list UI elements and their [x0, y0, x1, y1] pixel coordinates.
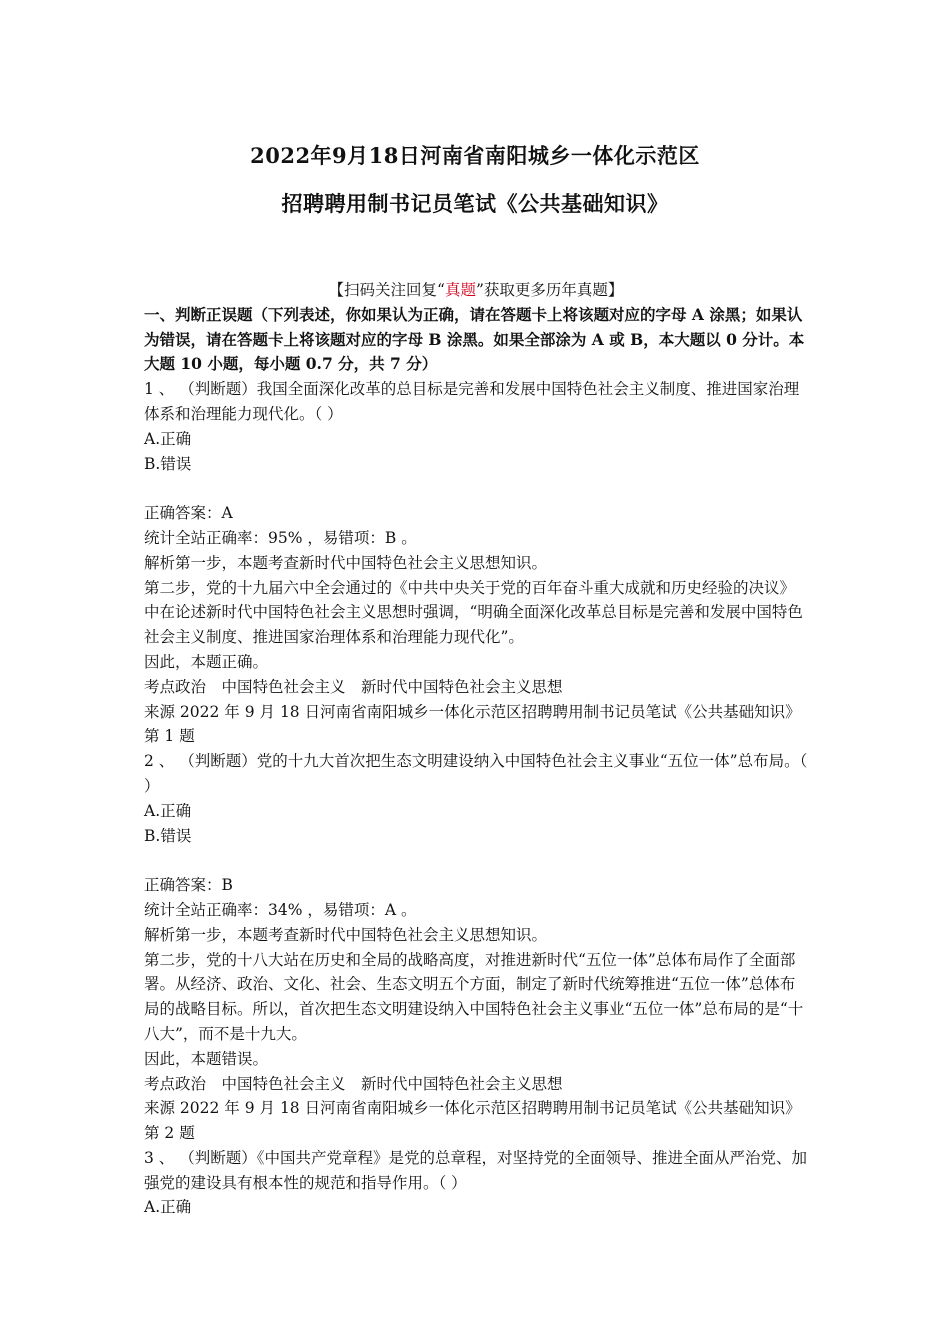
question-1-answer: 正确答案：A	[144, 504, 233, 523]
question-2-analysis-step2: 第二步，党的十八大站在历史和全局的战略高度，对推进新时代“五位一体”总体布局作了全面部署。从经济、政治、文化、社会、生态文明五个方面，制定了新时代统筹推进“五位一体”总体布局的战略目标。所以，首次把生态文明建设纳入中国特色社会主义事业“五位一体”总布局的是“十八大”，而不是十九大。	[144, 950, 804, 1043]
document-body	[144, 278, 808, 1220]
question-2-stem: 2 、 （判断题）党的十九大首次把生态文明建设纳入中国特色社会主义事业“五位一体”总布局。（ ）	[144, 752, 808, 795]
question-3-option-a: A.正确	[144, 1198, 192, 1217]
question-3-stem: 3 、 （判断题）《中国共产党章程》是党的总章程，对坚持党的全面领导、推进全面从严治党、加强党的建设具有根本性的规范和指导作用。（ ）	[144, 1148, 807, 1192]
scan-notice	[144, 278, 808, 303]
question-2-option-a: A.正确	[144, 801, 192, 820]
question-2-stats: 统计全站正确率：34% ，易错项：A 。	[144, 900, 417, 919]
scan-notice-keyword: 真题	[444, 281, 476, 299]
question-1-source: 来源 2022 年 9 月 18 日河南省南阳城乡一体化示范区招聘聘用制书记员笔试《公共基础知识》第 1 题	[144, 702, 801, 746]
spacer	[144, 476, 808, 501]
question-1-option-a: A.正确	[144, 429, 192, 448]
section-heading: 一、判断正误题（下列表述，你如果认为正确，请在答题卡上将该题对应的字母 A 涂黑；如果认为错误，请在答题卡上将该题对应的字母 B 涂黑。如果全部涂为 A 或 B，本大题以 0 分计。本大题 10 小题，每小题 0.7 分，共 7 分）	[144, 304, 805, 374]
question-1-points: 考点政治 中国特色社会主义 新时代中国特色社会主义思想	[144, 677, 563, 696]
scan-notice-prefix: 【扫码关注回复“	[328, 281, 445, 299]
question-2-conclusion: 因此，本题错误。	[144, 1049, 269, 1068]
question-1-analysis-step1: 解析第一步，本题考查新时代中国特色社会主义思想知识。	[144, 553, 548, 572]
question-1-stats: 统计全站正确率：95% ，易错项：B 。	[144, 528, 417, 547]
question-1-option-b: B.错误	[144, 454, 192, 473]
question-2-points: 考点政治 中国特色社会主义 新时代中国特色社会主义思想	[144, 1074, 563, 1093]
question-2-source: 来源 2022 年 9 月 18 日河南省南阳城乡一体化示范区招聘聘用制书记员笔试《公共基础知识》第 2 题	[144, 1099, 801, 1143]
document-title-line1: 2022年9月18日河南省南阳城乡一体化示范区	[250, 143, 700, 168]
spacer	[144, 848, 808, 873]
scan-notice-suffix: ”获取更多历年真题】	[476, 281, 624, 299]
question-2-analysis-step1: 解析第一步，本题考查新时代中国特色社会主义思想知识。	[144, 925, 548, 944]
question-2-option-b: B.错误	[144, 826, 192, 845]
question-2-answer: 正确答案：B	[144, 876, 233, 895]
question-1-conclusion: 因此，本题正确。	[144, 652, 269, 671]
document-title-line2: 招聘聘用制书记员笔试《公共基础知识》	[281, 191, 669, 216]
question-1-stem: 1 、 （判断题）我国全面深化改革的总目标是完善和发展中国特色社会主义制度、推进国家治理体系和治理能力现代化。（ ）	[144, 380, 800, 423]
question-1-analysis-step2: 第二步，党的十九届六中全会通过的《中共中央关于党的百年奋斗重大成就和历史经验的决议》中在论述新时代中国特色社会主义思想时强调，“明确全面深化改革总目标是完善和发展中国特色社会主义制度、推进国家治理体系和治理能力现代化”。	[144, 578, 803, 647]
